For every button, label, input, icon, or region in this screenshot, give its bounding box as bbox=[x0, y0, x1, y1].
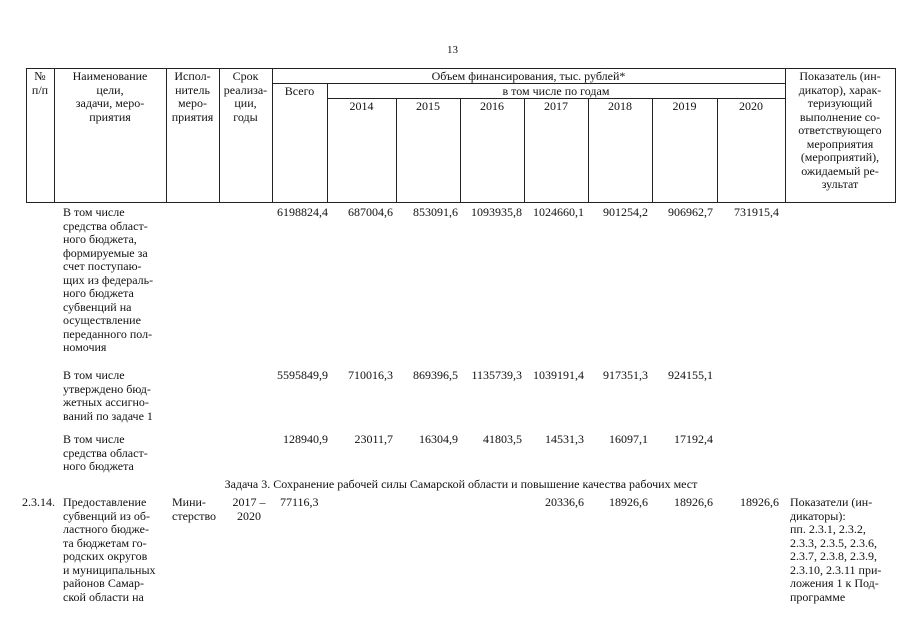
header-num: № п/п bbox=[31, 69, 49, 97]
item-number: 2.3.14. bbox=[22, 495, 55, 509]
item-term: 2017 – 2020 bbox=[232, 495, 266, 523]
header-term: Срок реализа- ции, годы bbox=[223, 69, 268, 124]
row-value: 1093935,8 bbox=[471, 205, 522, 219]
row-value: 901254,2 bbox=[603, 205, 648, 219]
page-number: 13 bbox=[447, 44, 458, 56]
row-value: 16097,1 bbox=[609, 432, 648, 446]
item-executor: Мини- стерство bbox=[172, 495, 217, 523]
item-indicator: Показатели (ин- дикаторы): пп. 2.3.1, 2.3.2, 2.3.3, 2.3.5, 2.3.6, 2.3.7, 2.3.8, 2.3.9, 2.3.10, 2.3.11 при- ложения 1 к Под- программе bbox=[790, 495, 882, 604]
row-value: 710016,3 bbox=[348, 368, 393, 382]
row-name: В том числе утверждено бюд- жетных ассигно- ваний по задаче 1 bbox=[63, 368, 153, 423]
item-value: 18926,6 bbox=[674, 495, 713, 509]
item-value: 18926,6 bbox=[740, 495, 779, 509]
row-value: 23011,7 bbox=[354, 432, 393, 446]
header-by-years: в том числе по годам bbox=[502, 84, 610, 98]
row-total: 128940,9 bbox=[283, 432, 328, 446]
header-indicator: Показатель (ин- дикатор), харак- теризующий выполнение со- ответствующего мероприятия (мероприятий), ожидаемый ре- зультат bbox=[798, 69, 882, 191]
item-value: 18926,6 bbox=[609, 495, 648, 509]
row-value: 14531,3 bbox=[545, 432, 584, 446]
header-name: Наименование цели, задачи, меро- приятия bbox=[72, 69, 148, 124]
row-value: 1135739,3 bbox=[471, 368, 522, 382]
header-executor: Испол- нитель меро- приятия bbox=[171, 69, 214, 124]
row-value: 906962,7 bbox=[668, 205, 713, 219]
row-value: 17192,4 bbox=[674, 432, 713, 446]
header-year: 2017 bbox=[544, 99, 568, 113]
header-year: 2015 bbox=[416, 99, 440, 113]
row-value: 687004,6 bbox=[348, 205, 393, 219]
row-value: 1024660,1 bbox=[533, 205, 584, 219]
row-value: 917351,3 bbox=[603, 368, 648, 382]
row-name: В том числе средства област- ного бюджета bbox=[63, 432, 148, 473]
task-title: Задача 3. Сохранение рабочей силы Самарской области и повышение качества рабочих мест bbox=[224, 477, 698, 491]
row-total: 6198824,4 bbox=[277, 205, 328, 219]
header-year: 2018 bbox=[608, 99, 632, 113]
item-value: 20336,6 bbox=[545, 495, 584, 509]
row-total: 5595849,9 bbox=[277, 368, 328, 382]
row-value: 924155,1 bbox=[668, 368, 713, 382]
row-value: 731915,4 bbox=[734, 205, 779, 219]
header-year: 2016 bbox=[480, 99, 504, 113]
header-total: Всего bbox=[284, 84, 315, 98]
header-year: 2014 bbox=[349, 99, 374, 113]
header-funding-title: Объем финансирования, тыс. рублей* bbox=[431, 69, 626, 83]
row-value: 853091,6 bbox=[413, 205, 458, 219]
item-total: 77116,3 bbox=[280, 495, 319, 509]
row-value: 1039191,4 bbox=[533, 368, 584, 382]
row-name: В том числе средства област- ного бюджета, формируемые за счет поступаю- щих из федераль- ного бюджета субвенций на осуществление переданного пол- номочия bbox=[63, 205, 154, 354]
row-value: 16304,9 bbox=[419, 432, 458, 446]
header-year: 2020 bbox=[739, 99, 763, 113]
header-year: 2019 bbox=[672, 99, 697, 113]
item-name: Предоставление субвенций из об- ластного бюдже- та бюджетам го- родских округов и муниципальных районов Самар- ской области на bbox=[63, 495, 156, 604]
row-value: 869396,5 bbox=[413, 368, 458, 382]
row-value: 41803,5 bbox=[483, 432, 522, 446]
